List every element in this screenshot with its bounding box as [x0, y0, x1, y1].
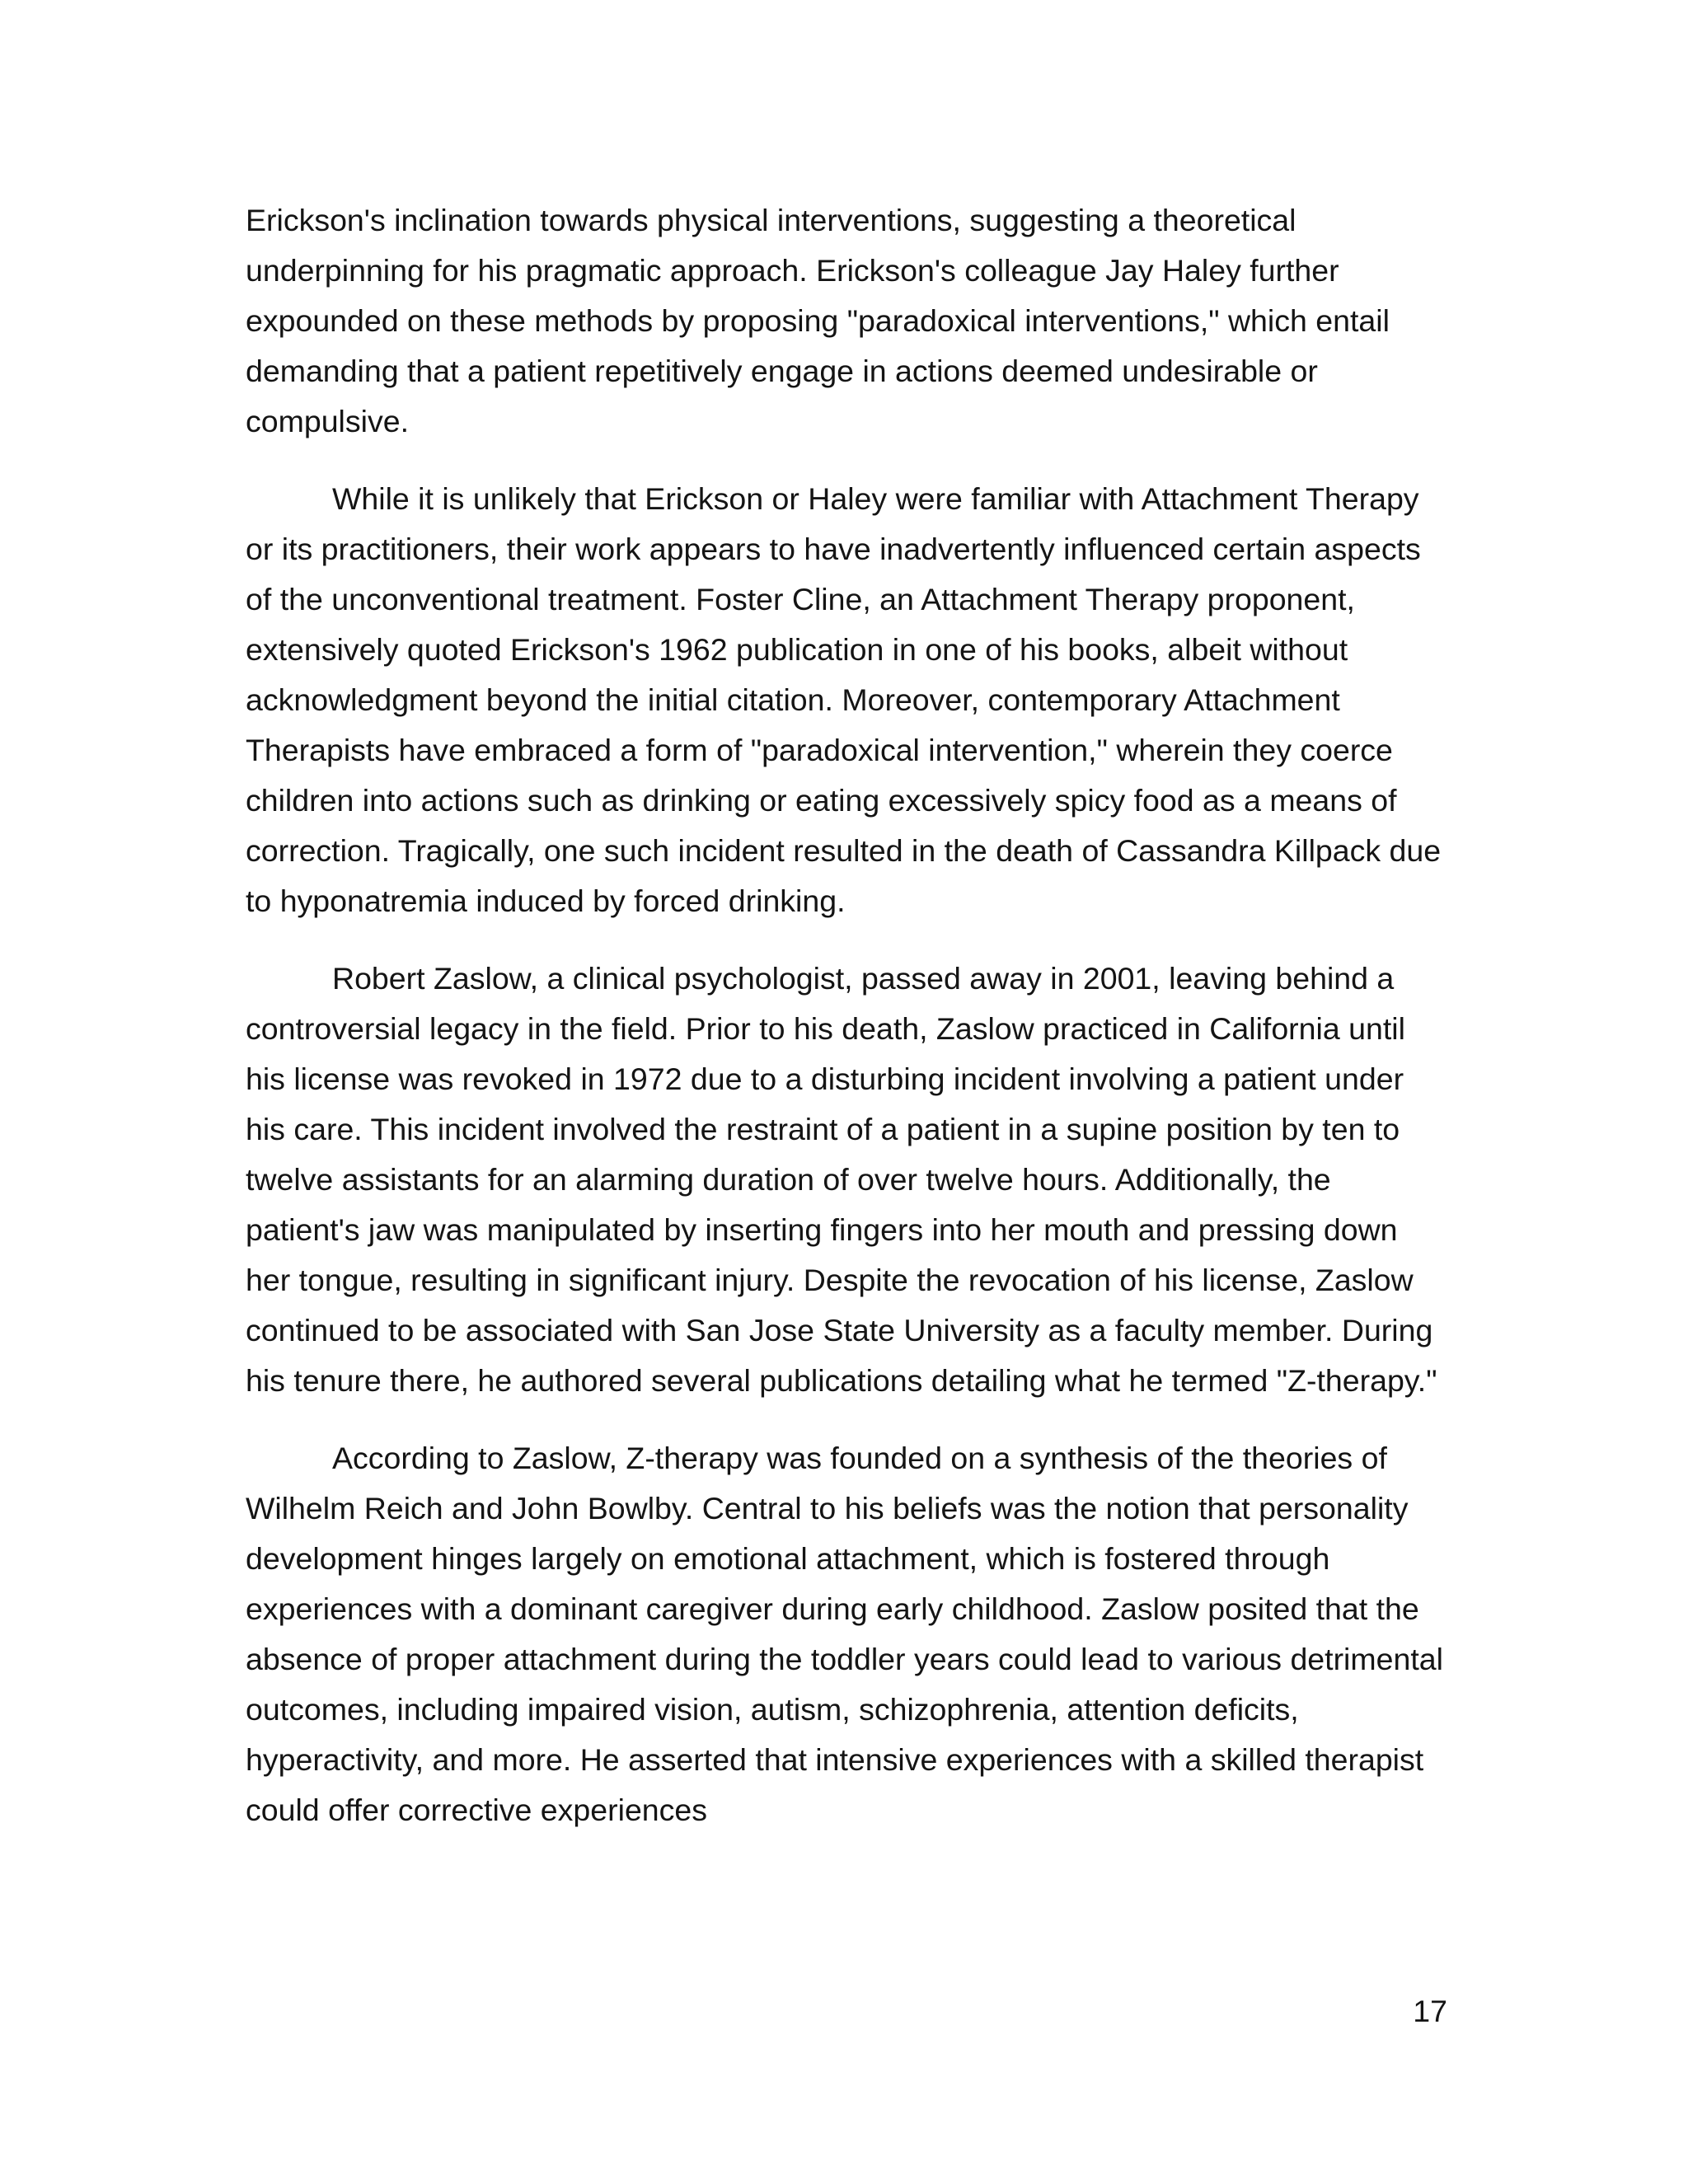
paragraph-4: According to Zaslow, Z-therapy was founded on a synthesis of the theories of Wilhelm Reich and John Bowlby. Central to his beliefs was the notion that personality development hinges largely on emotional attachment, which is fostered through experiences with a dominant caregiver during early childhood. Zaslow posited that the absence of proper attachment during the toddler years could lead to various detrimental outcomes, including impaired vision, autism, schizophrenia, attention deficits, hyperactivity, and more. He asserted that intensive experiences with a skilled therapist could offer corrective experiences — [246, 1441, 1443, 1827]
body-text — [246, 195, 1449, 1835]
page-number: 17 — [1413, 1994, 1447, 2028]
paragraph-1: Erickson's inclination towards physical interventions, suggesting a theoretical underpinning for his pragmatic approach. Erickson's colleague Jay Haley further expounded on these methods by proposing "paradoxical interventions," which entail demanding that a patient repetitively engage in actions deemed undesirable or compulsive. — [246, 203, 1390, 438]
paragraph-2: While it is unlikely that Erickson or Haley were familiar with Attachment Therapy or its practitioners, their work appears to have inadvertently influenced certain aspects of the unconventional treatment. Foster Cline, an Attachment Therapy proponent, extensively quoted Erickson's 1962 publication in one of his books, albeit without acknowledgment beyond the initial citation. Moreover, contemporary Attachment Therapists have embraced a form of "paradoxical intervention," wherein they coerce children into actions such as drinking or eating excessively spicy food as a means of correction. Tragically, one such incident resulted in the death of Cassandra Killpack due to hyponatremia induced by forced drinking. — [246, 481, 1442, 918]
paragraph-3: Robert Zaslow, a clinical psychologist, passed away in 2001, leaving behind a controversial legacy in the field. Prior to his death, Zaslow practiced in California until his license was revoked in 1972 due to a disturbing incident involving a patient under his care. This incident involved the restraint of a patient in a supine position by ten to twelve assistants for an alarming duration of over twelve hours. Additionally, the patient's jaw was manipulated by inserting fingers into her mouth and pressing down her tongue, resulting in significant injury. Despite the revocation of his license, Zaslow continued to be associated with San Jose State University as a faculty member. During his tenure there, he authored several publications detailing what he termed "Z-therapy." — [246, 961, 1437, 1398]
